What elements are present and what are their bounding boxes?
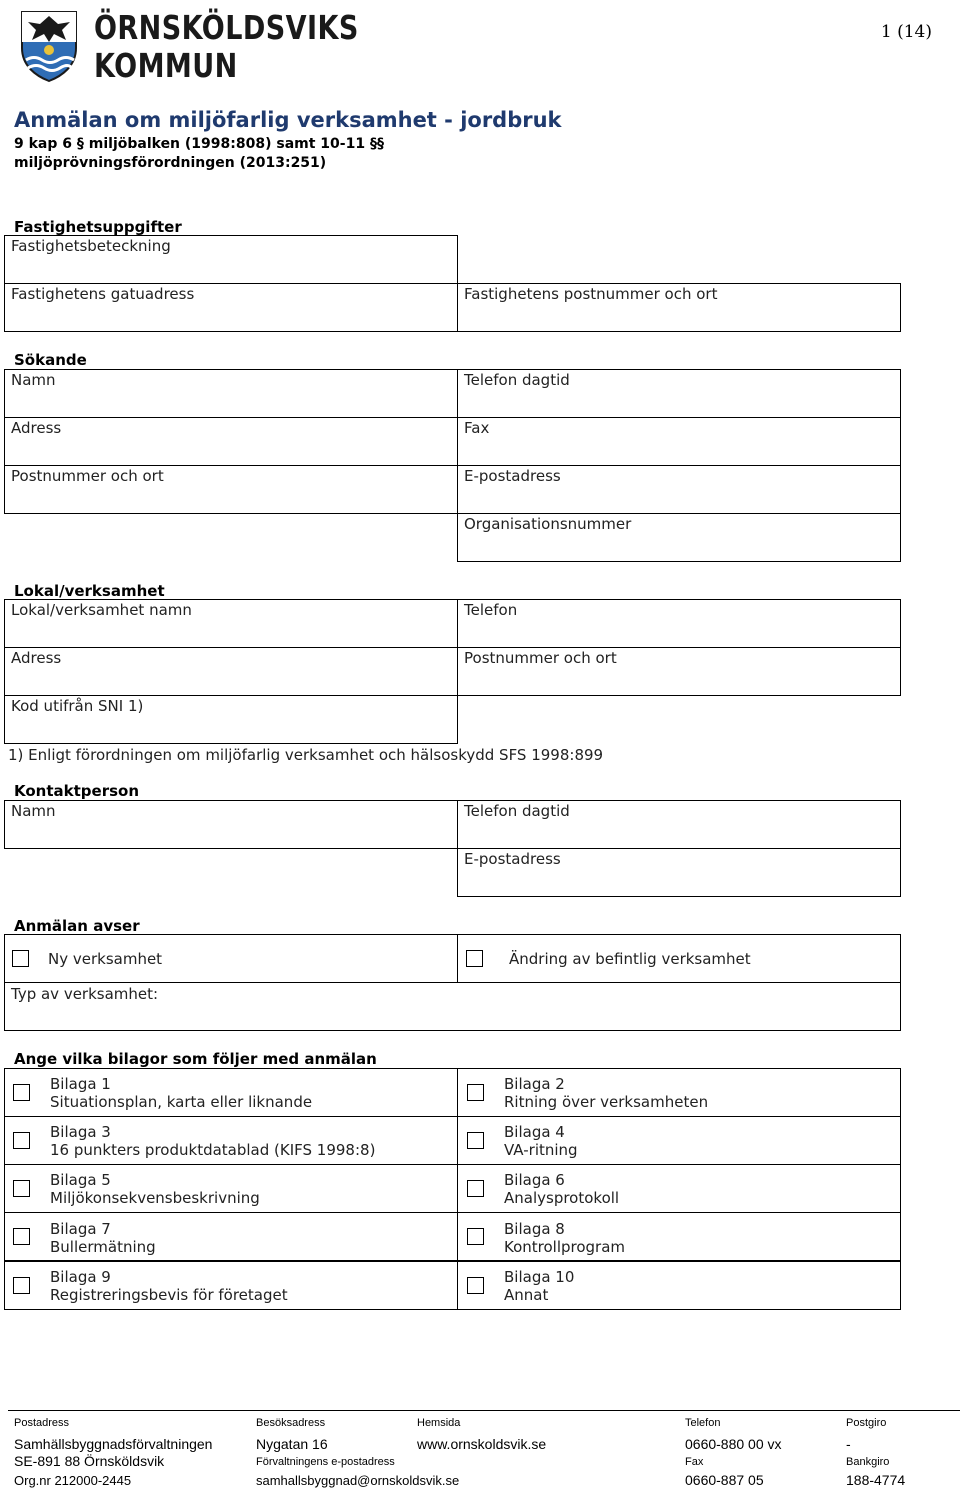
bilaga-3-desc: 16 punkters produktdatablad (KIFS 1998:8)	[50, 1141, 376, 1159]
section-heading-anmalan: Anmälan avser	[14, 917, 140, 935]
label-sokande-telefon: Telefon dagtid	[464, 371, 570, 389]
label-kontakt-epost: E-postadress	[464, 850, 561, 868]
checkbox-bilaga-7[interactable]	[13, 1228, 30, 1245]
logo-line2: KOMMUN	[94, 46, 238, 85]
field-lokal-adress[interactable]	[4, 647, 458, 696]
coat-of-arms-icon	[18, 8, 80, 83]
field-sokande-fax[interactable]	[457, 417, 901, 466]
checkbox-bilaga-2[interactable]	[467, 1084, 484, 1101]
bilaga-8-title: Bilaga 8	[504, 1220, 565, 1238]
label-ny-verksamhet: Ny verksamhet	[48, 950, 163, 968]
bilaga-5-desc: Miljökonsekvensbeskrivning	[50, 1189, 260, 1207]
footer-postadress-label: Postadress	[14, 1417, 70, 1429]
label-sokande-adress: Adress	[11, 419, 62, 437]
bilaga-9-title: Bilaga 9	[50, 1268, 111, 1286]
footer-fax: 0660-887 05	[685, 1472, 764, 1488]
municipality-logo	[18, 8, 359, 85]
footer-besok-label: Besöksadress	[256, 1417, 326, 1429]
label-fastighetsbeteckning: Fastighetsbeteckning	[11, 237, 171, 255]
bilaga-2-title: Bilaga 2	[504, 1075, 565, 1093]
bilaga-7-desc: Bullermätning	[50, 1238, 156, 1256]
footer-postgiro-label: Postgiro	[846, 1417, 887, 1429]
logo-line1: ÖRNSKÖLDSVIKS	[94, 8, 359, 47]
page-title: Anmälan om miljöfarlig verksamhet - jordbruk	[14, 108, 562, 132]
bilaga-6-title: Bilaga 6	[504, 1171, 565, 1189]
footer-divider	[8, 1410, 960, 1411]
bilaga-10-desc: Annat	[504, 1286, 549, 1304]
footer-fax-label: Fax	[685, 1456, 704, 1468]
section-heading-fastighet: Fastighetsuppgifter	[14, 218, 182, 236]
footer-hemsida-label: Hemsida	[417, 1417, 461, 1429]
footer-besok: Nygatan 16	[256, 1436, 328, 1452]
bilaga-1-desc: Situationsplan, karta eller liknande	[50, 1093, 313, 1111]
bilaga-5-title: Bilaga 5	[50, 1171, 111, 1189]
field-kontakt-namn[interactable]	[4, 800, 458, 849]
checkbox-ny-verksamhet[interactable]	[12, 950, 29, 967]
label-sokande-epost: E-postadress	[464, 467, 561, 485]
label-lokal-telefon: Telefon	[464, 601, 518, 619]
bilaga-4-desc: VA-ritning	[504, 1141, 578, 1159]
checkbox-bilaga-8[interactable]	[467, 1228, 484, 1245]
checkbox-bilaga-10[interactable]	[467, 1277, 484, 1294]
label-lokal-namn: Lokal/verksamhet namn	[11, 601, 192, 619]
bilaga-9-desc: Registreringsbevis för företaget	[50, 1286, 288, 1304]
footer-orgnr: Org.nr 212000-2445	[14, 1473, 132, 1488]
label-fastighet-postnummer: Fastighetens postnummer och ort	[464, 285, 718, 303]
label-lokal-postnummer: Postnummer och ort	[464, 649, 617, 667]
label-sokande-namn: Namn	[11, 371, 56, 389]
section-heading-lokal: Lokal/verksamhet	[14, 582, 165, 600]
bilaga-10-title: Bilaga 10	[504, 1268, 575, 1286]
checkbox-bilaga-5[interactable]	[13, 1180, 30, 1197]
footer-telefon: 0660-880 00 vx	[685, 1436, 782, 1452]
label-kontakt-namn: Namn	[11, 802, 56, 820]
footer-epost-label: Förvaltningens e-postadress	[256, 1456, 395, 1468]
label-typ-av-verksamhet: Typ av verksamhet:	[11, 985, 159, 1003]
page-number: 1 (14)	[880, 22, 932, 42]
subtitle-line2: miljöprövningsförordningen (2013:251)	[14, 155, 327, 171]
label-sokande-postnummer: Postnummer och ort	[11, 467, 164, 485]
footer-hemsida[interactable]: www.ornskoldsvik.se	[417, 1436, 547, 1452]
field-sokande-namn[interactable]	[4, 369, 458, 418]
field-sokande-adress[interactable]	[4, 417, 458, 466]
footer-postadress-1: Samhällsbyggnadsförvaltningen	[14, 1436, 213, 1452]
footer-postgiro: -	[846, 1436, 851, 1452]
label-sni-kod: Kod utifrån SNI 1)	[11, 697, 144, 715]
label-gatuadress: Fastighetens gatuadress	[11, 285, 195, 303]
label-kontakt-telefon: Telefon dagtid	[464, 802, 570, 820]
section-heading-bilagor: Ange vilka bilagor som följer med anmälan	[14, 1050, 377, 1068]
section-heading-kontakt: Kontaktperson	[14, 782, 140, 800]
bilaga-4-title: Bilaga 4	[504, 1123, 565, 1141]
footer-bankgiro-label: Bankgiro	[846, 1456, 890, 1468]
subtitle-line1: 9 kap 6 § miljöbalken (1998:808) samt 10-11 §§	[14, 136, 384, 152]
label-lokal-adress: Adress	[11, 649, 62, 667]
footer-bankgiro: 188-4774	[846, 1472, 906, 1488]
field-lokal-telefon[interactable]	[457, 599, 901, 648]
label-andring: Ändring av befintlig verksamhet	[509, 950, 751, 968]
label-sokande-fax: Fax	[464, 419, 490, 437]
checkbox-andring[interactable]	[466, 950, 483, 967]
bilaga-2-desc: Ritning över verksamheten	[504, 1093, 709, 1111]
label-sokande-orgnr: Organisationsnummer	[464, 515, 632, 533]
checkbox-bilaga-1[interactable]	[13, 1084, 30, 1101]
section-heading-sokande: Sökande	[14, 351, 87, 369]
footer-telefon-label: Telefon	[685, 1417, 721, 1429]
bilaga-6-desc: Analysprotokoll	[504, 1189, 620, 1207]
bilaga-8-desc: Kontrollprogram	[504, 1238, 626, 1256]
bilaga-3-title: Bilaga 3	[50, 1123, 111, 1141]
checkbox-bilaga-3[interactable]	[13, 1132, 30, 1149]
footnote-sni: 1) Enligt förordningen om miljöfarlig verksamhet och hälsoskydd SFS 1998:899	[8, 746, 604, 764]
bilaga-1-title: Bilaga 1	[50, 1075, 111, 1093]
footer-postadress-2: SE-891 88 Örnsköldsvik	[14, 1453, 165, 1469]
footer-epost[interactable]: samhallsbyggnad@ornskoldsvik.se	[256, 1473, 460, 1488]
checkbox-bilaga-6[interactable]	[467, 1180, 484, 1197]
checkbox-bilaga-9[interactable]	[13, 1277, 30, 1294]
checkbox-bilaga-4[interactable]	[467, 1132, 484, 1149]
bilaga-7-title: Bilaga 7	[50, 1220, 111, 1238]
